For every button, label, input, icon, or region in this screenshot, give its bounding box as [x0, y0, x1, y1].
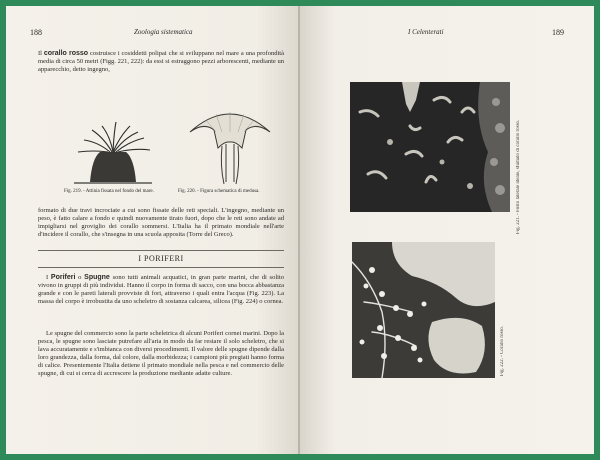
para3-prefix: I	[46, 274, 51, 281]
para3-body: sono tutti animali acquatici, in gran parte marini, che di solito vivono in gruppi di più individui. Hanno il corpo in forma di sacco, con una bocca abbastanza grande e con le pareti laterali provviste di fori, attraverso i quali entra l'acqua (Fig. 223). La massa del corpo è irrobustita da uno scheletro di sostanza calcarea, silicea (Fig. 224) o cornea.	[38, 274, 284, 306]
section-title: I PORIFERI	[138, 254, 184, 263]
running-head: I Celenterati	[408, 28, 444, 36]
figure-anemone	[70, 118, 156, 188]
term-corallo-rosso: corallo rosso	[43, 50, 89, 57]
right-page	[300, 6, 594, 454]
term-poriferi: Poriferi	[50, 274, 76, 281]
para1-prefix: Il	[38, 50, 44, 57]
section-rule-bottom	[38, 267, 284, 268]
section-rule-top	[38, 250, 284, 251]
paragraph-ingegno: formato di due travi incrociate a cui sono fissate delle reti speciali. L'ingegno, mediante un peso, è fatto calare a fondo e quindi nuovamente tirato fuori, dopo che le reti sono andate ad impigliarsi nel groviglio dei corallo sommersi. L'Italia ha il primato mondiale nell'arte d'incidere il corallo, che s'insegna in una scuola apposita (Torre del Greco).	[38, 207, 284, 239]
page-number: 189	[552, 28, 564, 37]
page-number: 188	[30, 28, 42, 37]
para1-body: costruisce i cosiddetti polipai che si sviluppano nel mare a una profondità media di circa 50 metri (Figg. 221, 222): da essi si estraggono pezzi arborescenti, mediante un apparecchio, detto ingegno,	[38, 50, 284, 74]
caption-fig-222: Fig. 222. - Corallo rosso.	[500, 325, 505, 376]
caption-fig-221: Fig. 221. - Fusto laterale ideale, sfumato di corallo rosso.	[516, 119, 521, 234]
running-head: Zoologia sistematica	[134, 28, 193, 36]
para3-conj: o	[75, 274, 85, 281]
left-page	[6, 6, 300, 454]
term-spugne: Spugne	[84, 274, 110, 281]
photo-fig-222	[352, 242, 495, 378]
paragraph-corallo	[38, 50, 284, 74]
figure-medusa	[186, 102, 274, 188]
caption-fig-219: Fig. 219. - Attinia fissata nel fondo del mare.	[64, 189, 154, 194]
paragraph-spugne-commercio: Le spugne del commercio sono la parte scheletrica di alcuni Poriferi cornei marini. Dopo la pesca, le spugne sono lasciate putrefare all'aria in modo da far restare il solo scheletro, che si lava accuratamente e s'imbianca con diversi procedimenti. Il valore delle spugne dipende dalla loro grandezza, dalla forma, dal colore, dalla morbidezza; i campioni più pregiati hanno forma di calice. Presentemente l'Italia detiene il primato mondiale nella pesca e nel commercio delle spugne, di cui si cerca di accrescere la produzione mediante adatte culture.	[38, 330, 284, 378]
open-book	[6, 6, 594, 454]
photo-fig-221	[350, 82, 510, 212]
caption-fig-220: Fig. 220. - Figura schematica di medusa.	[178, 189, 260, 194]
paragraph-poriferi	[38, 274, 284, 306]
